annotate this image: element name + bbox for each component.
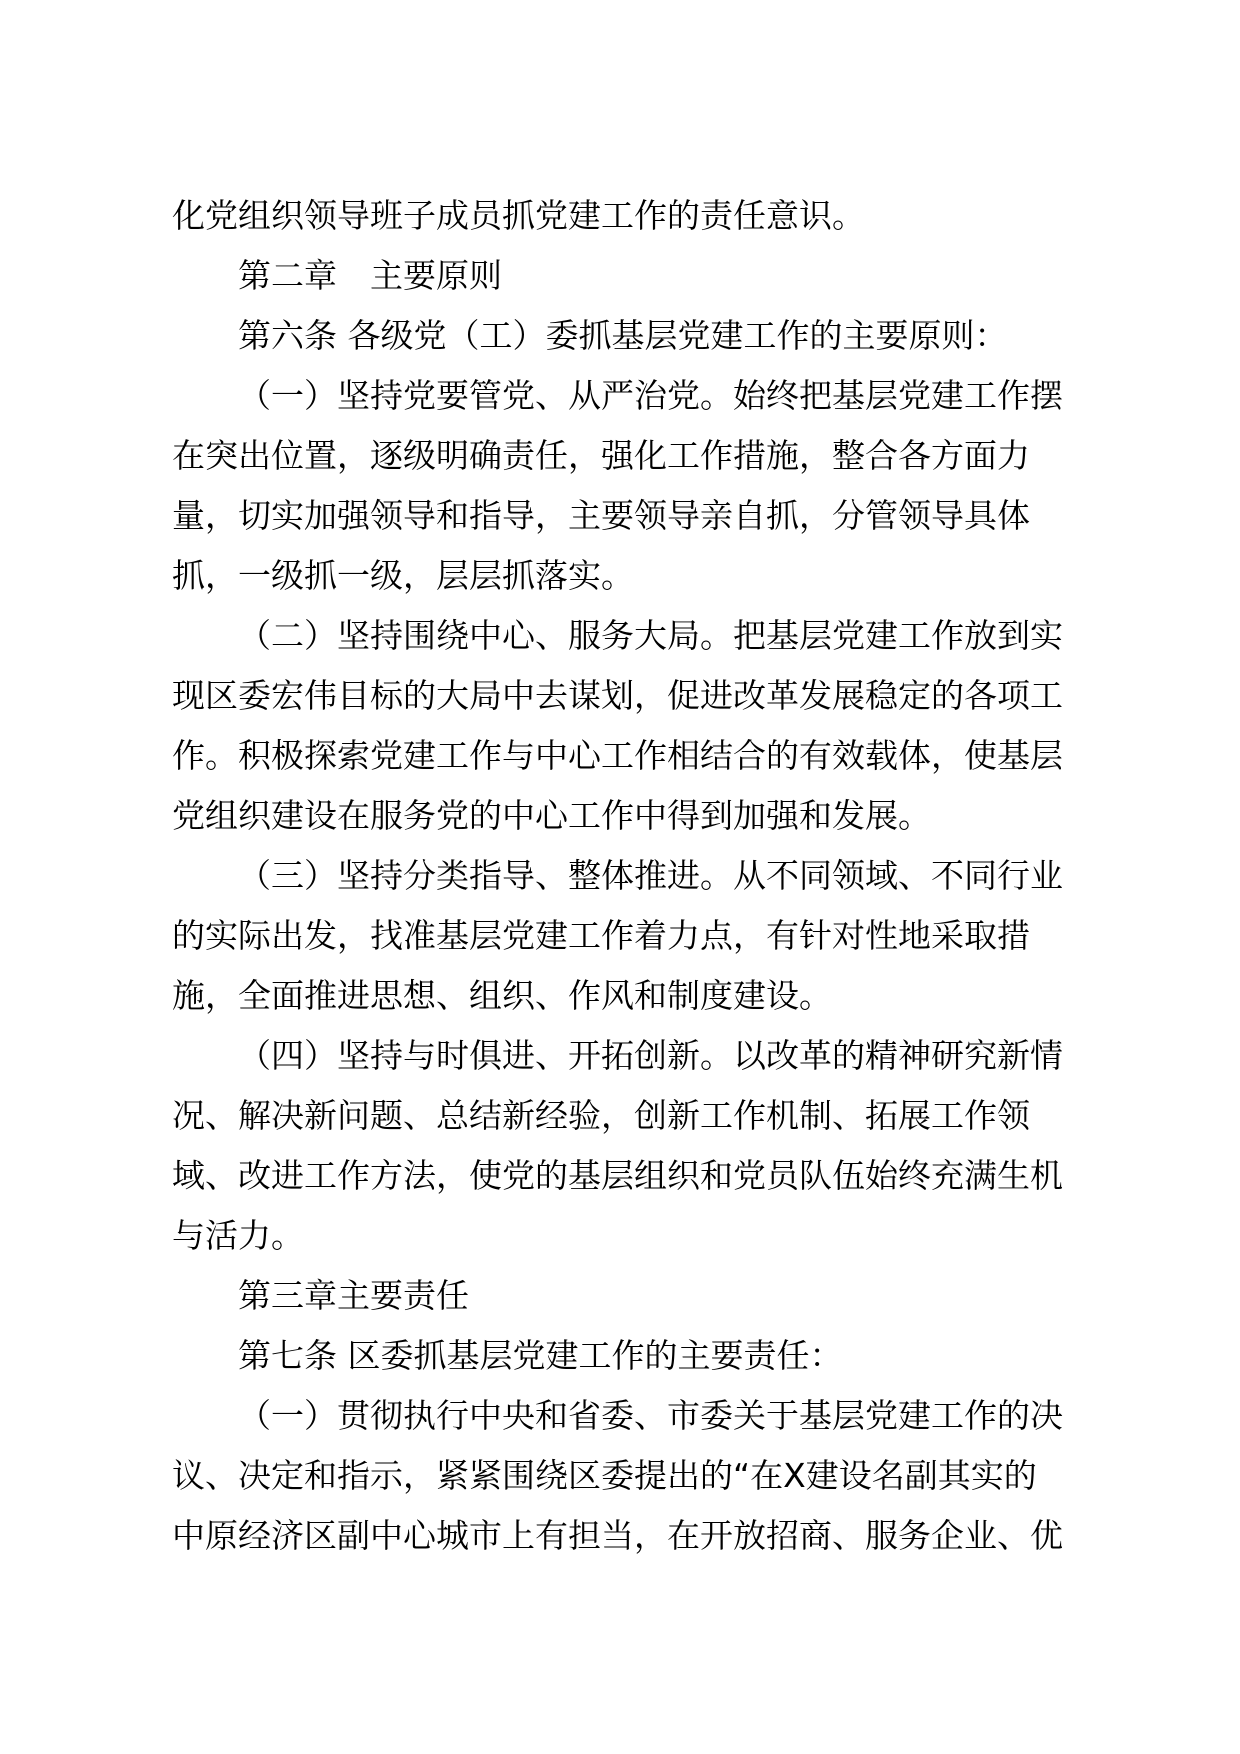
principle-4-line-2: 况、解决新问题、总结新经验，创新工作机制、拓展工作领 xyxy=(172,1096,1030,1135)
principle-2-line-2: 现区委宏伟目标的大局中去谋划，促进改革发展稳定的各项工 xyxy=(172,676,1063,715)
article-6-heading: 第六条 各级党（工）委抓基层党建工作的主要原则： xyxy=(238,316,1008,355)
principle-4-line-4: 与活力。 xyxy=(172,1216,304,1255)
principle-3-line-1: （三）坚持分类指导、整体推进。从不同领域、不同行业 xyxy=(238,856,1063,895)
responsibility-1-line-3: 中原经济区副中心城市上有担当，在开放招商、服务企业、优 xyxy=(172,1516,1063,1555)
principle-1-line-2: 在突出位置，逐级明确责任，强化工作措施，整合各方面力 xyxy=(172,436,1030,475)
responsibility-1-line-1: （一）贯彻执行中央和省委、市委关于基层党建工作的决 xyxy=(238,1396,1063,1435)
principle-1-line-3: 量，切实加强领导和指导，主要领导亲自抓，分管领导具体 xyxy=(172,496,1030,535)
principle-3-line-3: 施，全面推进思想、组织、作风和制度建设。 xyxy=(172,976,832,1015)
responsibility-1-line-2: 议、决定和指示，紧紧围绕区委提出的“在X建设名副其实的 xyxy=(172,1456,1037,1495)
principle-1-line-1: （一）坚持党要管党、从严治党。始终把基层党建工作摆 xyxy=(238,376,1063,415)
principle-2-line-3: 作。积极探索党建工作与中心工作相结合的有效载体，使基层 xyxy=(172,736,1063,775)
article-7-heading: 第七条 区委抓基层党建工作的主要责任： xyxy=(238,1336,843,1375)
principle-4-line-3: 域、改进工作方法，使党的基层组织和党员队伍始终充满生机 xyxy=(172,1156,1063,1195)
chapter-heading-3: 第三章主要责任 xyxy=(238,1276,469,1315)
principle-3-line-2: 的实际出发，找准基层党建工作着力点，有针对性地采取措 xyxy=(172,916,1030,955)
principle-2-line-4: 党组织建设在服务党的中心工作中得到加强和发展。 xyxy=(172,796,931,835)
principle-2-line-1: （二）坚持围绕中心、服务大局。把基层党建工作放到实 xyxy=(238,616,1063,655)
principle-1-line-4: 抓，一级抓一级，层层抓落实。 xyxy=(172,556,634,595)
principle-4-line-1: （四）坚持与时俱进、开拓创新。以改革的精神研究新情 xyxy=(238,1036,1063,1075)
chapter-heading-2: 第二章 主要原则 xyxy=(238,256,502,295)
document-body xyxy=(172,186,1092,1566)
text-line-1: 化党组织领导班子成员抓党建工作的责任意识。 xyxy=(172,196,865,235)
